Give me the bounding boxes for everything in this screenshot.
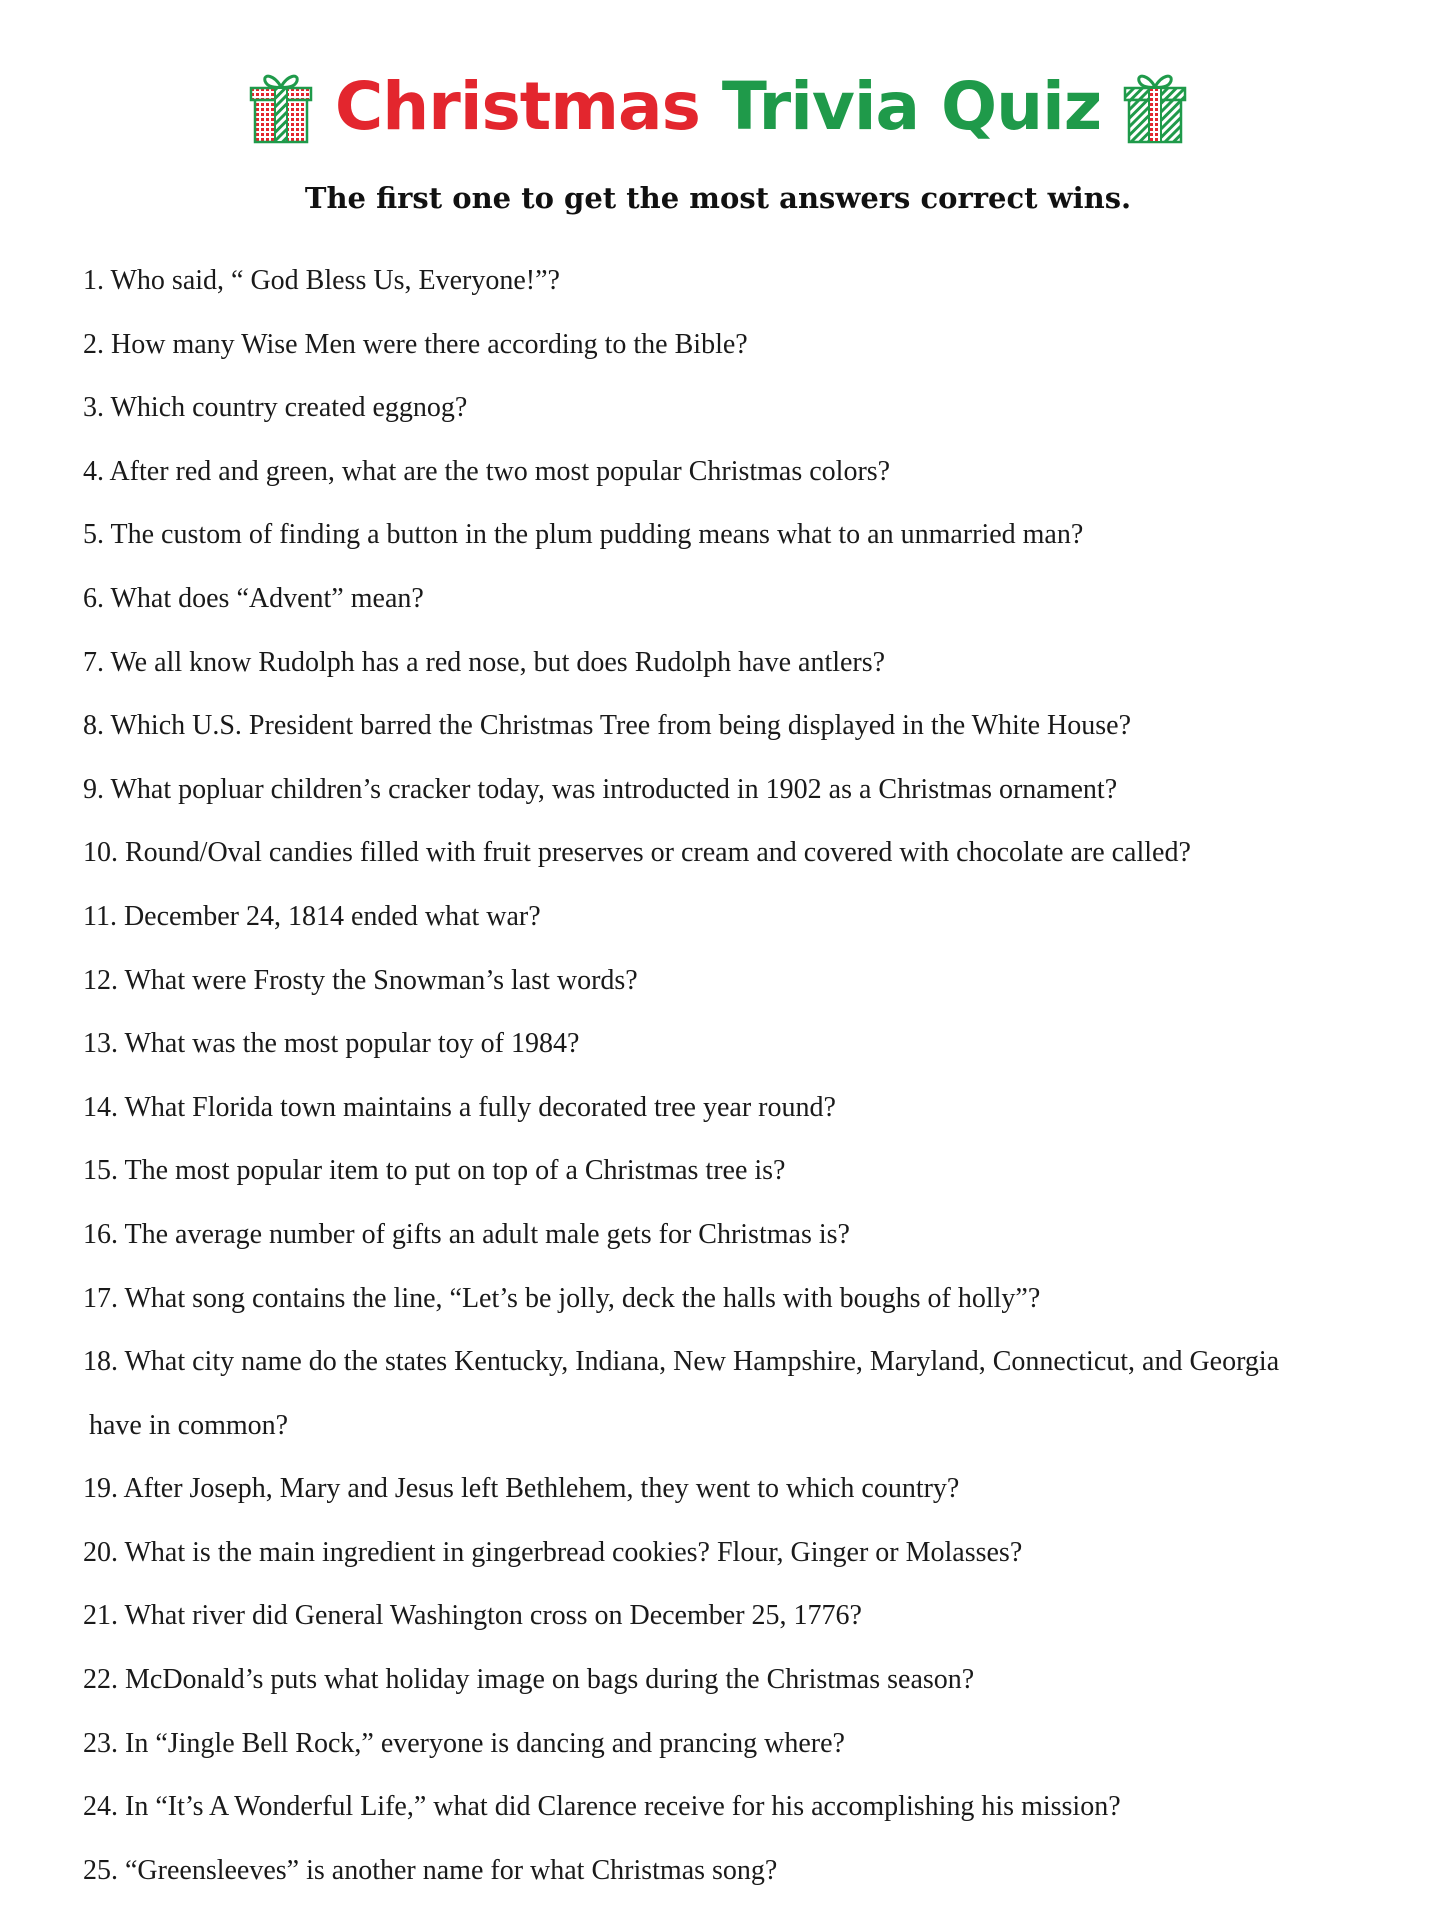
question-item: 22. McDonald’s puts what holiday image on bags during the Christmas season?	[83, 1664, 975, 1696]
question-item: 19. After Joseph, Mary and Jesus left Bethlehem, they went to which country?	[83, 1473, 960, 1505]
question-item: 23. In “Jingle Bell Rock,” everyone is dancing and prancing where?	[83, 1727, 845, 1759]
question-item: 12. What were Frosty the Snowman’s last words?	[83, 964, 638, 996]
question-item: 3. Which country created eggnog?	[83, 392, 468, 424]
question-item: 2. How many Wise Men were there according to the Bible?	[83, 328, 748, 360]
question-item: 9. What popluar children’s cracker today, was introducted in 1902 as a Christmas ornament?	[83, 773, 1118, 805]
title-word-quiz: Quiz	[940, 68, 1102, 145]
question-continuation-text: have in common?	[89, 1409, 289, 1441]
gift-box-icon	[245, 67, 317, 147]
question-item: 8. Which U.S. President barred the Christmas Tree from being displayed in the White House?	[83, 710, 1132, 742]
question-item-continuation	[83, 1394, 1413, 1458]
question-item: 16. The average number of gifts an adult male gets for Christmas is?	[83, 1218, 850, 1250]
page-subtitle: The first one to get the most answers correct wins.	[304, 181, 1132, 215]
question-item: 15. The most popular item to put on top of a Christmas tree is?	[83, 1155, 786, 1187]
question-item: 1. Who said, “ God Bless Us, Everyone!”?	[83, 265, 560, 296]
question-item: 5. The custom of finding a button in the plum pudding means what to an unmarried man?	[83, 519, 1084, 551]
question-item: 20. What is the main ingredient in gingerbread cookies? Flour, Ginger or Molasses?	[83, 1536, 1023, 1568]
title-word-trivia: Trivia	[721, 68, 919, 145]
page-header	[0, 62, 1436, 152]
title-word-christmas: Christmas	[334, 68, 700, 145]
question-item: 13. What was the most popular toy of 1984?	[83, 1028, 580, 1060]
question-item: 4. After red and green, what are the two most popular Christmas colors?	[83, 455, 891, 487]
question-item: 24. In “It’s A Wonderful Life,” what did Clarence receive for his accomplishing his mission?	[83, 1791, 1121, 1823]
question-item: 18. What city name do the states Kentucky, Indiana, New Hampshire, Maryland, Connecticut, and Georgia	[83, 1346, 1280, 1378]
gift-box-icon	[1119, 67, 1191, 147]
question-item: 6. What does “Advent” mean?	[83, 582, 424, 614]
page-title	[334, 68, 1102, 145]
question-item: 11. December 24, 1814 ended what war?	[83, 900, 541, 932]
question-item: 7. We all know Rudolph has a red nose, but does Rudolph have antlers?	[83, 646, 886, 678]
question-list	[83, 249, 1413, 1902]
question-item: 25. “Greensleeves” is another name for what Christmas song?	[83, 1854, 778, 1886]
question-item: 10. Round/Oval candies filled with fruit preserves or cream and covered with chocolate are called?	[83, 837, 1191, 869]
question-item: 21. What river did General Washington cross on December 25, 1776?	[83, 1600, 862, 1632]
question-item: 14. What Florida town maintains a fully decorated tree year round?	[83, 1091, 836, 1123]
question-item: 17. What song contains the line, “Let’s be jolly, deck the halls with boughs of holly”?	[83, 1282, 1041, 1314]
